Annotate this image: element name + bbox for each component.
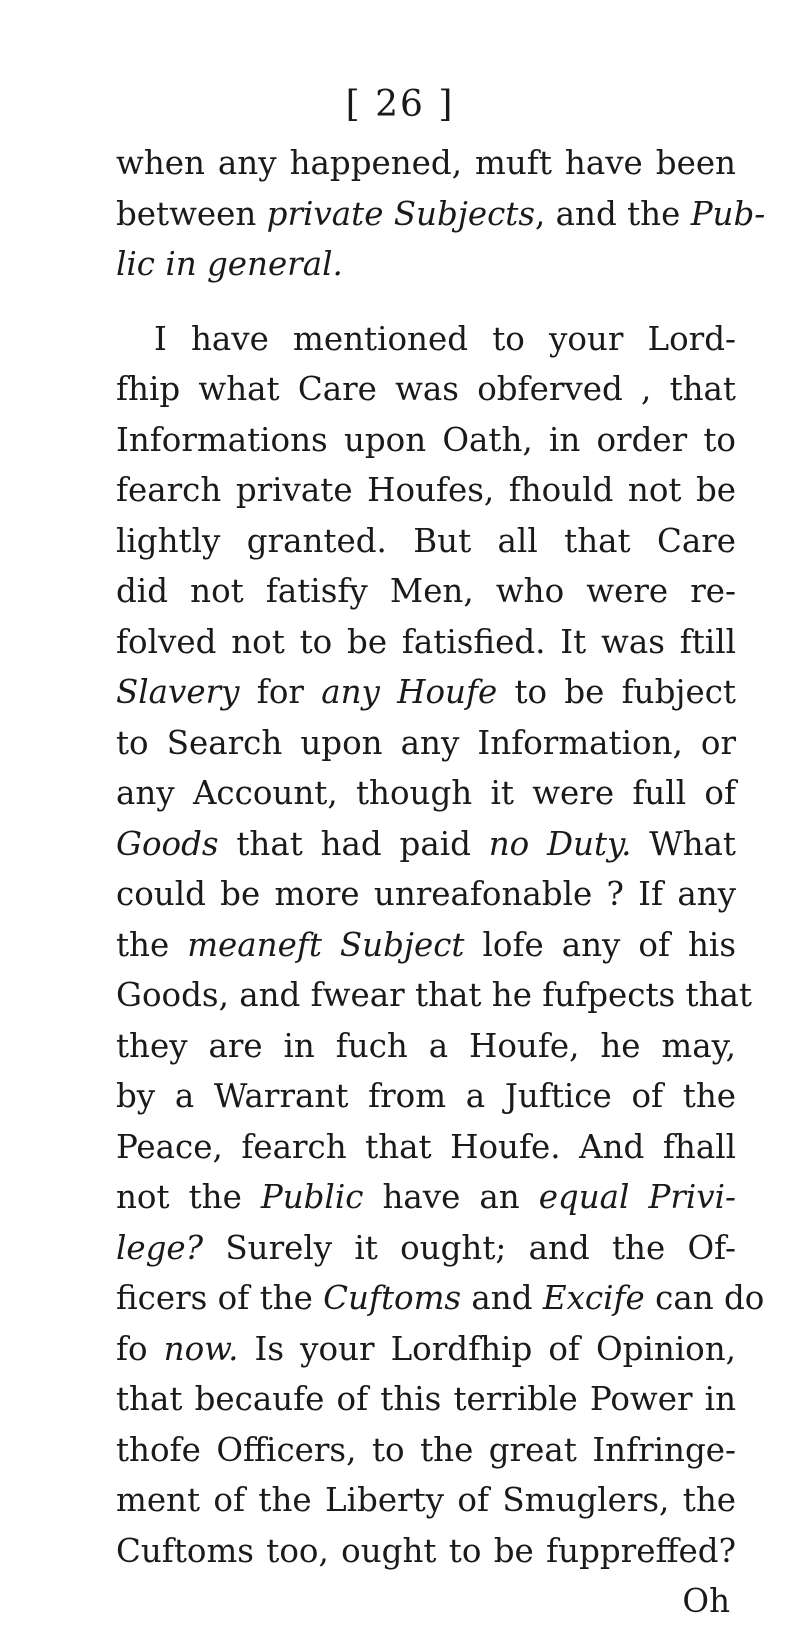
text-line: I have mentioned to your Lord- [154, 319, 736, 358]
text-line: Cuftoms too, ought to be fuppreffed? [116, 1531, 736, 1570]
text-line: fhip what Care was obferved , that [116, 370, 736, 408]
text-line: ment of the Liberty of Smuglers, the [116, 1481, 736, 1519]
text-line: folved not to be fatisfied. It was ftill [116, 622, 736, 661]
text-line: when any happened, muft have been [116, 144, 736, 182]
text-line: Informations upon Oath, in order to [116, 420, 736, 459]
text-line: Peace, fearch that Houfe. And fhall [116, 1127, 736, 1166]
text-line: between private Subjects, and the Pub- [116, 194, 766, 233]
text-line: Goods that had paid no Duty. What [116, 824, 736, 863]
text-line: to Search upon any Information, or [116, 723, 736, 762]
text-line: thofe Officers, to the great Infringe- [116, 1430, 736, 1469]
text-line: ficers of the Cuftoms and Excife can do [116, 1279, 765, 1317]
page-number: [ 26 ] [345, 84, 455, 125]
text-line: by a Warrant from a Juftice of the [116, 1077, 736, 1115]
text-line: they are in fuch a Houfe, he may, [116, 1026, 736, 1065]
text-line: lightly granted. But all that Care [116, 521, 736, 560]
text-line: did not fatisfy Men, who were re- [116, 572, 736, 610]
text-line: lege? Surely it ought; and the Of- [116, 1228, 736, 1267]
text-line: any Account, though it were full of [116, 774, 736, 812]
text-line: could be more unreafonable ? If any [116, 875, 736, 913]
text-line: Slavery for any Houfe to be fubject [116, 673, 736, 711]
paragraph-gap [116, 290, 736, 314]
text-line: lic in general. [116, 245, 343, 283]
catchword: Oh [682, 1582, 730, 1620]
text-line: Goods, and fwear that he fufpects that [116, 976, 752, 1014]
text-line: that becaufe of this terrible Power in [116, 1380, 736, 1418]
text-line: the meaneft Subject lofe any of his [116, 925, 736, 964]
body-text [116, 138, 766, 1627]
text-line: not the Public have an equal Privi- [116, 1178, 736, 1216]
text-line: fearch private Houfes, fhould not be [116, 471, 736, 509]
text-line: fo now. Is your Lordfhip of Opinion, [116, 1329, 736, 1368]
